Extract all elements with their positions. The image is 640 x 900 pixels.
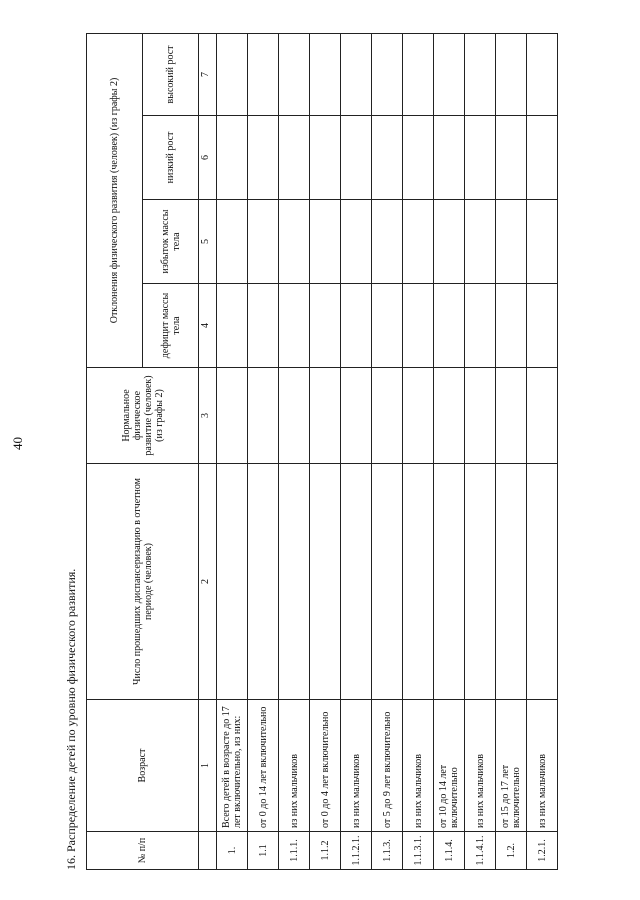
table-cell [341, 368, 372, 464]
table-cell [248, 200, 279, 284]
table-cell [403, 284, 434, 368]
row-label: из них мальчиков [527, 700, 558, 832]
table-cell [496, 33, 527, 115]
row-label: от 15 до 17 лет включительно [496, 700, 527, 832]
table-cell [279, 200, 310, 284]
table-cell [372, 284, 403, 368]
physical-development-table [86, 33, 558, 870]
header-row [87, 33, 143, 869]
table-cell [372, 200, 403, 284]
column-number: 2 [199, 464, 217, 700]
header-deviations: Отклонения физического развития (человек) (из графы 2) [87, 33, 143, 367]
table-cell [248, 33, 279, 115]
row-label: от 0 до 4 лет включительно [310, 700, 341, 832]
table-cell [310, 368, 341, 464]
table-cell [465, 200, 496, 284]
table-cell [527, 464, 558, 700]
table-row [372, 33, 403, 869]
header-no: № п/п [87, 832, 199, 870]
table-cell [496, 116, 527, 200]
table-cell [496, 368, 527, 464]
table-cell [434, 284, 465, 368]
table-cell [341, 33, 372, 115]
table-cell [217, 284, 248, 368]
table-cell [248, 116, 279, 200]
column-number-row [199, 33, 217, 869]
table-cell [403, 464, 434, 700]
table-cell [372, 368, 403, 464]
table-cell [372, 464, 403, 700]
table-cell [434, 368, 465, 464]
table-row [279, 33, 310, 869]
table-row [403, 33, 434, 869]
row-label: от 10 до 14 лет включительно [434, 700, 465, 832]
table-row [434, 33, 465, 869]
row-index: 1.1.2.1. [341, 832, 372, 870]
table-cell [279, 116, 310, 200]
row-label: из них мальчиков [279, 700, 310, 832]
table-cell [527, 368, 558, 464]
table-row [527, 33, 558, 869]
row-index: 1.1.3.1. [403, 832, 434, 870]
row-index: 1. [217, 832, 248, 870]
column-number: 4 [199, 284, 217, 368]
table-cell [372, 33, 403, 115]
table-cell [217, 368, 248, 464]
row-label: Всего детей в возрасте до 17 лет включительно, из них: [217, 700, 248, 832]
subheader-deficit: дефицит массы тела [143, 284, 199, 368]
table-cell [217, 116, 248, 200]
column-number: 3 [199, 368, 217, 464]
table-cell [341, 200, 372, 284]
table-row [496, 33, 527, 869]
subheader-tall: высокий рост [143, 33, 199, 115]
table-cell [341, 464, 372, 700]
row-index: 1.1.2 [310, 832, 341, 870]
table-row [248, 33, 279, 869]
table-cell [403, 200, 434, 284]
subheader-short: низкий рост [143, 116, 199, 200]
table-cell [527, 116, 558, 200]
table-cell [310, 116, 341, 200]
table-cell [496, 284, 527, 368]
row-index: 1.1.4. [434, 832, 465, 870]
row-index: 1.2.1. [527, 832, 558, 870]
table-cell [310, 200, 341, 284]
row-index: 1.1.3. [372, 832, 403, 870]
table-cell [465, 368, 496, 464]
table-cell [465, 116, 496, 200]
table-cell [279, 284, 310, 368]
table-cell [217, 464, 248, 700]
table-row [341, 33, 372, 869]
row-label: от 0 до 14 лет включительно [248, 700, 279, 832]
table-cell [434, 200, 465, 284]
table-cell [310, 33, 341, 115]
table-cell [279, 368, 310, 464]
table-row [310, 33, 341, 869]
table-cell [310, 464, 341, 700]
table-cell [248, 368, 279, 464]
column-number: 1 [199, 700, 217, 832]
column-number: 6 [199, 116, 217, 200]
row-label: из них мальчиков [341, 700, 372, 832]
table-cell [465, 284, 496, 368]
section-title: 16. Распределение детей по уровню физического развития. [64, 568, 78, 870]
table-cell [279, 33, 310, 115]
table-cell [434, 464, 465, 700]
table-cell [248, 284, 279, 368]
table-cell [465, 464, 496, 700]
subheader-excess: избыток массы тела [143, 200, 199, 284]
table-cell [434, 116, 465, 200]
row-label: из них мальчиков [403, 700, 434, 832]
table-cell [434, 33, 465, 115]
document-sheet [64, 30, 624, 870]
page-number: 40 [10, 437, 25, 450]
row-label: от 5 до 9 лет включительно [372, 700, 403, 832]
row-index: 1.2. [496, 832, 527, 870]
table-cell [465, 33, 496, 115]
table-cell [310, 284, 341, 368]
table-cell [372, 116, 403, 200]
row-index: 1.1 [248, 832, 279, 870]
header-count: Число прошедших диспансеризацию в отчетном периоде (человек) [87, 464, 199, 700]
table-cell [527, 284, 558, 368]
table-cell [527, 33, 558, 115]
table-cell [527, 200, 558, 284]
table-cell [496, 464, 527, 700]
row-index: 1.1.4.1. [465, 832, 496, 870]
table-cell [341, 116, 372, 200]
table-cell [248, 464, 279, 700]
table-cell [217, 33, 248, 115]
row-label: из них мальчиков [465, 700, 496, 832]
column-number: 7 [199, 33, 217, 115]
header-normal: Нормальное физическое развитие (человек) (из графы 2) [87, 368, 199, 464]
table-cell [403, 116, 434, 200]
table-cell [403, 368, 434, 464]
column-number: 5 [199, 200, 217, 284]
row-index: 1.1.1. [279, 832, 310, 870]
table-cell [217, 200, 248, 284]
column-number-blank [199, 832, 217, 870]
table-cell [279, 464, 310, 700]
table-row [465, 33, 496, 869]
table-cell [496, 200, 527, 284]
table-row [217, 33, 248, 869]
table-cell [341, 284, 372, 368]
table-cell [403, 33, 434, 115]
header-age: Возраст [87, 700, 199, 832]
